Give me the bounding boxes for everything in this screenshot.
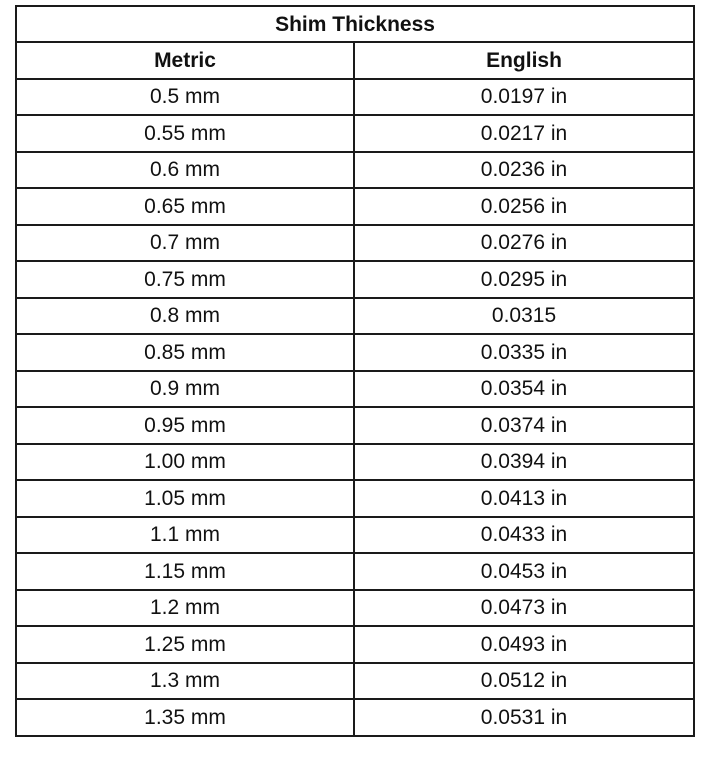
english-cell: 0.0197 in xyxy=(354,79,694,116)
column-header-metric: Metric xyxy=(16,42,354,79)
english-cell: 0.0512 in xyxy=(354,663,694,700)
metric-cell: 0.85 mm xyxy=(16,334,354,371)
english-cell: 0.0374 in xyxy=(354,407,694,444)
table-row xyxy=(16,188,694,225)
table-row xyxy=(16,79,694,116)
metric-cell: 0.75 mm xyxy=(16,261,354,298)
english-cell: 0.0493 in xyxy=(354,626,694,663)
metric-cell: 0.65 mm xyxy=(16,188,354,225)
table-row xyxy=(16,517,694,554)
metric-cell: 1.15 mm xyxy=(16,553,354,590)
metric-cell: 0.9 mm xyxy=(16,371,354,408)
table-row xyxy=(16,663,694,700)
english-cell: 0.0315 xyxy=(354,298,694,335)
table-row xyxy=(16,480,694,517)
metric-cell: 0.5 mm xyxy=(16,79,354,116)
table-row xyxy=(16,626,694,663)
table-row xyxy=(16,553,694,590)
metric-cell: 0.6 mm xyxy=(16,152,354,189)
english-cell: 0.0473 in xyxy=(354,590,694,627)
table-title: Shim Thickness xyxy=(16,6,694,42)
english-cell: 0.0433 in xyxy=(354,517,694,554)
table-row xyxy=(16,225,694,262)
metric-cell: 1.35 mm xyxy=(16,699,354,736)
english-cell: 0.0413 in xyxy=(354,480,694,517)
metric-cell: 1.00 mm xyxy=(16,444,354,481)
metric-cell: 1.25 mm xyxy=(16,626,354,663)
metric-cell: 0.95 mm xyxy=(16,407,354,444)
metric-cell: 1.05 mm xyxy=(16,480,354,517)
table-row xyxy=(16,699,694,736)
english-cell: 0.0453 in xyxy=(354,553,694,590)
table-row xyxy=(16,261,694,298)
table-row xyxy=(16,334,694,371)
metric-cell: 0.7 mm xyxy=(16,225,354,262)
english-cell: 0.0217 in xyxy=(354,115,694,152)
english-cell: 0.0295 in xyxy=(354,261,694,298)
english-cell: 0.0335 in xyxy=(354,334,694,371)
table-title-row xyxy=(16,6,694,42)
english-cell: 0.0256 in xyxy=(354,188,694,225)
metric-cell: 1.2 mm xyxy=(16,590,354,627)
table-row xyxy=(16,444,694,481)
english-cell: 0.0394 in xyxy=(354,444,694,481)
table-row xyxy=(16,407,694,444)
english-cell: 0.0531 in xyxy=(354,699,694,736)
metric-cell: 0.55 mm xyxy=(16,115,354,152)
metric-cell: 1.1 mm xyxy=(16,517,354,554)
english-cell: 0.0236 in xyxy=(354,152,694,189)
table-body xyxy=(16,79,694,736)
english-cell: 0.0276 in xyxy=(354,225,694,262)
table-row xyxy=(16,298,694,335)
table-row xyxy=(16,371,694,408)
table-row xyxy=(16,152,694,189)
table-row xyxy=(16,115,694,152)
table-row xyxy=(16,590,694,627)
metric-cell: 1.3 mm xyxy=(16,663,354,700)
table-header-row xyxy=(16,42,694,79)
shim-thickness-table xyxy=(15,5,695,737)
shim-thickness-table-container xyxy=(15,5,693,737)
column-header-english: English xyxy=(354,42,694,79)
english-cell: 0.0354 in xyxy=(354,371,694,408)
metric-cell: 0.8 mm xyxy=(16,298,354,335)
